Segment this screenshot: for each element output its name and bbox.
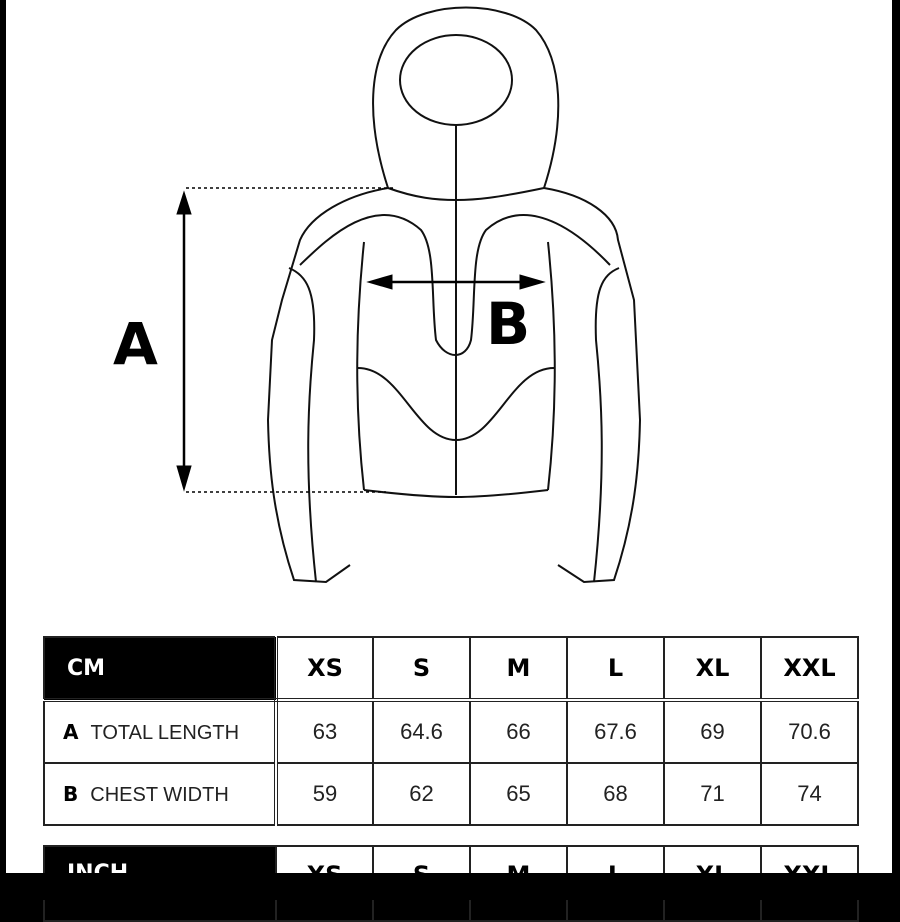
table-cell: 62: [373, 763, 470, 825]
table-cell: 71: [664, 763, 761, 825]
unit-label: CM: [44, 637, 276, 700]
size-header: S: [373, 637, 470, 700]
table-row: [44, 763, 858, 825]
table-header-row: [44, 637, 858, 700]
row-label-text: TOTAL LENGTH: [90, 721, 240, 744]
table-cell: 66: [470, 700, 567, 763]
size-header: M: [470, 637, 567, 700]
row-label-text: CHEST WIDTH: [90, 783, 229, 806]
bottom-black-bar: [0, 873, 900, 900]
table-cell: 64.6: [373, 700, 470, 763]
cm-size-table: [43, 636, 859, 826]
row-key: B: [63, 781, 79, 806]
measure-b-label: B: [486, 290, 531, 358]
table-cell: 68: [567, 763, 664, 825]
table-cell: 67.6: [567, 700, 664, 763]
table-cell: 63: [276, 700, 373, 763]
measure-a-label: A: [113, 310, 158, 378]
size-chart-page: [6, 0, 892, 873]
table-cell: 59: [276, 763, 373, 825]
size-header: XL: [664, 637, 761, 700]
table-row: [44, 700, 858, 763]
table-cell: 74: [761, 763, 858, 825]
row-key: A: [63, 719, 79, 744]
table-cell: 65: [470, 763, 567, 825]
size-header: L: [567, 637, 664, 700]
table-cell: 70.6: [761, 700, 858, 763]
row-label: [44, 763, 276, 825]
measure-a-arrow: [177, 188, 396, 492]
table-cell: 69: [664, 700, 761, 763]
row-label: [44, 700, 276, 763]
size-header: XXL: [761, 637, 858, 700]
size-header: XS: [276, 637, 373, 700]
jacket-diagram: [6, 0, 892, 600]
